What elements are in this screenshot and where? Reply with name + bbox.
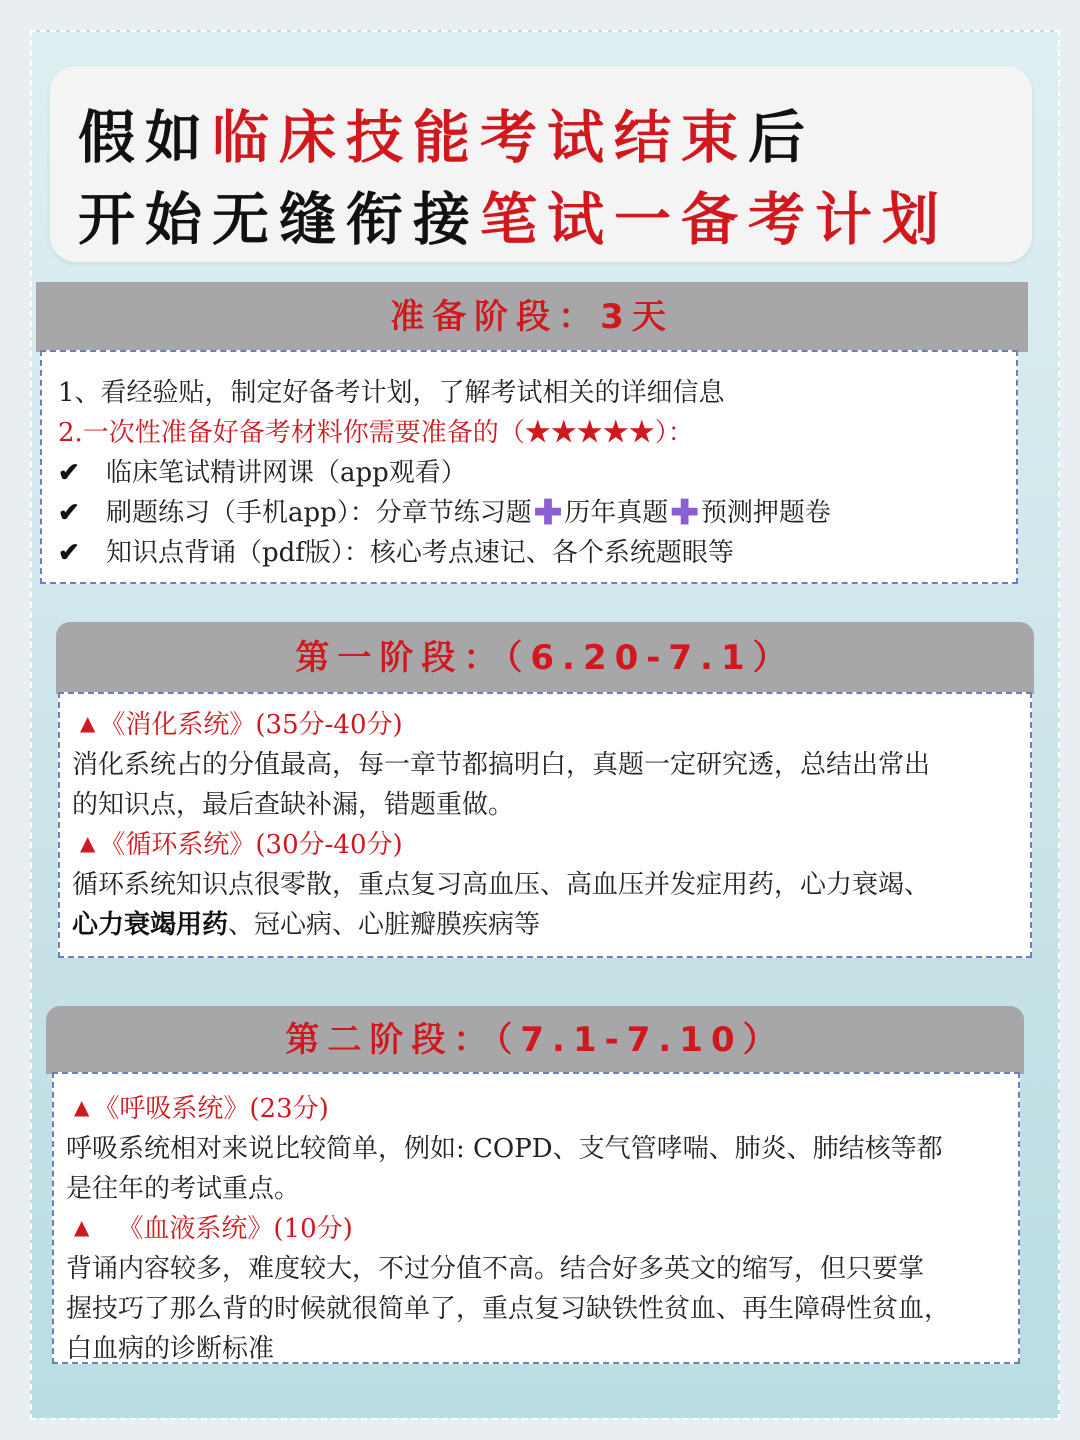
stage2-topic-2 xyxy=(74,1208,353,1245)
stage2-desc-2-line-1: 背诵内容较多，难度较大，不过分值不高。结合好多英文的缩写，但只要掌 xyxy=(66,1254,925,1284)
prep-check-2 xyxy=(58,492,831,533)
triangle-icon: ▲ xyxy=(80,831,96,855)
stage2-desc-2-line-3: 白血病的诊断标准 xyxy=(66,1334,275,1364)
stage2-content xyxy=(52,1072,1020,1364)
prep-check-2-text-a: 刷题练习（手机app）：分章节练习题 xyxy=(106,498,532,528)
triangle-icon: ▲ xyxy=(80,711,96,735)
stage2-desc-1-line-2: 是往年的考试重点。 xyxy=(66,1174,301,1204)
stage1-header: 第一阶段：（6.20-7.1） xyxy=(56,622,1034,694)
prep-check-1 xyxy=(58,452,467,489)
stage2-desc-2-line-2: 握技巧了那么背的时候就很简单了，重点复习缺铁性贫血、再生障碍性贫血， xyxy=(66,1294,951,1324)
stage1-topic-1 xyxy=(80,704,403,741)
title-line1-highlight: 临床技能考试结束 xyxy=(212,105,748,171)
stage1-topic-2-text: 《循环系统》(30分-40分) xyxy=(99,830,403,860)
title-line1-suffix: 后 xyxy=(748,105,815,171)
prep-item-1: 1、看经验贴，制定好备考计划，了解考试相关的详细信息 xyxy=(58,378,725,408)
title-line-2 xyxy=(78,174,949,256)
prep-check-1-text: 临床笔试精讲网课（app观看） xyxy=(106,458,467,488)
plus-icon: ✚ xyxy=(533,493,563,533)
prep-check-2-text-b: 历年真题 xyxy=(564,498,669,528)
prep-check-3-text: 知识点背诵（pdf版）：核心考点速记、各个系统题眼等 xyxy=(106,538,734,568)
prep-item-2: 2.一次性准备好备考材料你需要准备的（★★★★★）： xyxy=(58,418,694,448)
title-line2-highlight: 笔试一备考计划 xyxy=(480,187,949,253)
title-card xyxy=(50,66,1032,262)
stage2-desc-1-line-1: 呼吸系统相对来说比较简单，例如: COPD、支气管哮喘、肺炎、肺结核等都 xyxy=(66,1134,943,1164)
stage1-topic-1-text: 《消化系统》(35分-40分) xyxy=(99,710,403,740)
check-icon: ✔ xyxy=(58,538,80,568)
title-line1-prefix: 假如 xyxy=(78,105,212,171)
stage1-desc-1-line-1: 消化系统占的分值最高，每一章节都搞明白，真题一定研究透，总结出常出 xyxy=(72,750,931,780)
stage2-topic-2-text: 《血液系统》(10分) xyxy=(117,1214,353,1244)
stage1-desc-1-line-2: 的知识点，最后查缺补漏，错题重做。 xyxy=(72,790,515,820)
stage1-desc-2-bold: 心力衰竭用药 xyxy=(72,910,229,940)
prep-check-3 xyxy=(58,532,734,569)
stage1-desc-2-line-2 xyxy=(72,904,540,941)
title-line2-prefix: 开始无缝衔接 xyxy=(78,187,480,253)
stage1-desc-2-rest: 、冠心病、心脏瓣膜疾病等 xyxy=(228,910,541,940)
stage2-header: 第二阶段：（7.1-7.10） xyxy=(46,1006,1024,1074)
check-icon: ✔ xyxy=(58,498,80,528)
stage2-topic-1 xyxy=(74,1088,329,1125)
plus-icon: ✚ xyxy=(670,493,699,533)
prep-stage-content xyxy=(40,350,1018,584)
stage1-topic-2 xyxy=(80,824,403,861)
stage2-topic-1-text: 《呼吸系统》(23分) xyxy=(93,1094,329,1124)
stage1-content xyxy=(58,692,1032,958)
prep-check-2-text-c: 预测押题卷 xyxy=(700,498,831,528)
triangle-icon: ▲ xyxy=(74,1095,90,1119)
stage1-desc-2-line-1: 循环系统知识点很零散，重点复习高血压、高血压并发症用药，心力衰竭、 xyxy=(72,870,931,900)
triangle-icon: ▲ xyxy=(74,1215,90,1239)
title-line-1 xyxy=(78,92,815,174)
check-icon: ✔ xyxy=(58,458,80,488)
prep-stage-header: 准备阶段：3天 xyxy=(36,282,1028,352)
